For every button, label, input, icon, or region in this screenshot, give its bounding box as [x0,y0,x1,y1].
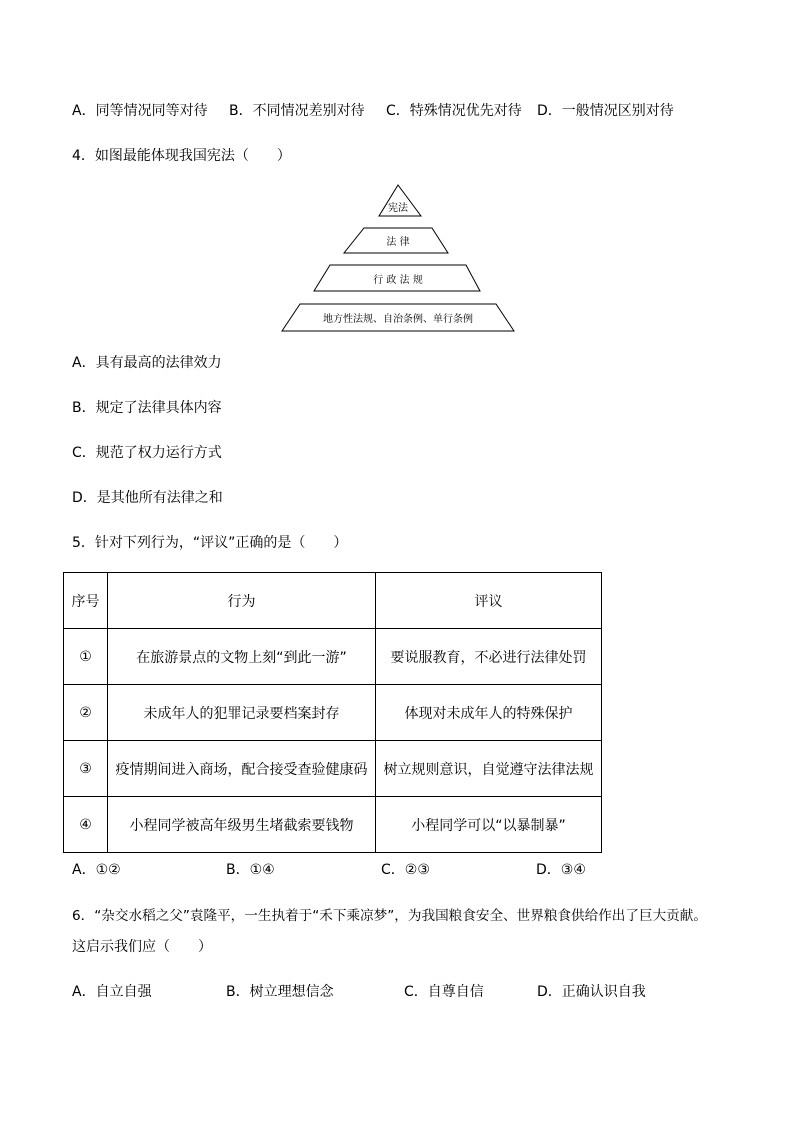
table-row [64,685,602,741]
header-action: 行为 [108,573,376,629]
q6-option-a: A．自立自强 [72,984,152,1000]
q6-stem-line-1: 6．“杂交水稻之父”袁隆平，一生执着于“禾下乘凉梦”，为我国粮食安全、世界粮食供给作出了巨大贡献。 [72,908,707,924]
pyramid-label-3: 行 政 法 规 [373,275,423,286]
row-comment: 体现对未成年人的特殊保护 [376,685,602,741]
row-no: ③ [64,741,108,797]
q3-option-a: A．同等情况同等对待 [72,103,208,119]
row-comment: 小程同学可以“以暴制暴” [376,797,602,853]
q5-option-b: B．①④ [226,862,275,878]
q6-stem-line-2: 这启示我们应（ ） [72,939,212,955]
q5-option-a: A．①② [72,862,121,878]
q5-option-c: C．②③ [381,862,430,878]
row-action: 在旅游景点的文物上刻“到此一游” [108,629,376,685]
q6-option-d: D．正确认识自我 [537,984,646,1000]
header-no: 序号 [64,573,108,629]
law-pyramid-diagram [280,183,516,335]
q3-option-b: B．不同情况差别对待 [229,103,365,119]
row-no: ② [64,685,108,741]
q4-option-c: C．规范了权力运行方式 [72,445,222,461]
header-comment: 评议 [376,573,602,629]
q3-option-d: D．一般情况区别对待 [537,103,674,119]
q5-table [63,572,602,853]
pyramid-label-1: 宪法 [388,203,408,214]
table-row [64,741,602,797]
q4-option-b: B．规定了法律具体内容 [72,400,222,416]
row-comment: 树立规则意识，自觉遵守法律法规 [376,741,602,797]
row-action: 未成年人的犯罪记录要档案封存 [108,685,376,741]
row-no: ④ [64,797,108,853]
q3-option-c: C．特殊情况优先对待 [386,103,522,119]
row-action: 疫情期间进入商场，配合接受查验健康码 [108,741,376,797]
row-action: 小程同学被高年级男生堵截索要钱物 [108,797,376,853]
table-row [64,629,602,685]
q6-option-c: C．自尊自信 [404,984,484,1000]
row-no: ① [64,629,108,685]
pyramid-label-2: 法 律 [386,237,410,248]
table-row [64,797,602,853]
q4-option-d: D．是其他所有法律之和 [72,490,223,506]
q4-stem: 4．如图最能体现我国宪法（ ） [72,148,291,164]
q5-option-d: D．③④ [536,862,586,878]
row-comment: 要说服教育，不必进行法律处罚 [376,629,602,685]
q4-option-a: A．具有最高的法律效力 [72,355,222,371]
q6-option-b: B．树立理想信念 [226,984,334,1000]
pyramid-label-4: 地方性法规、自治条例、单行条例 [323,314,473,325]
table-header-row [64,573,602,629]
q5-stem: 5．针对下列行为，“评议”正确的是（ ） [72,535,348,551]
